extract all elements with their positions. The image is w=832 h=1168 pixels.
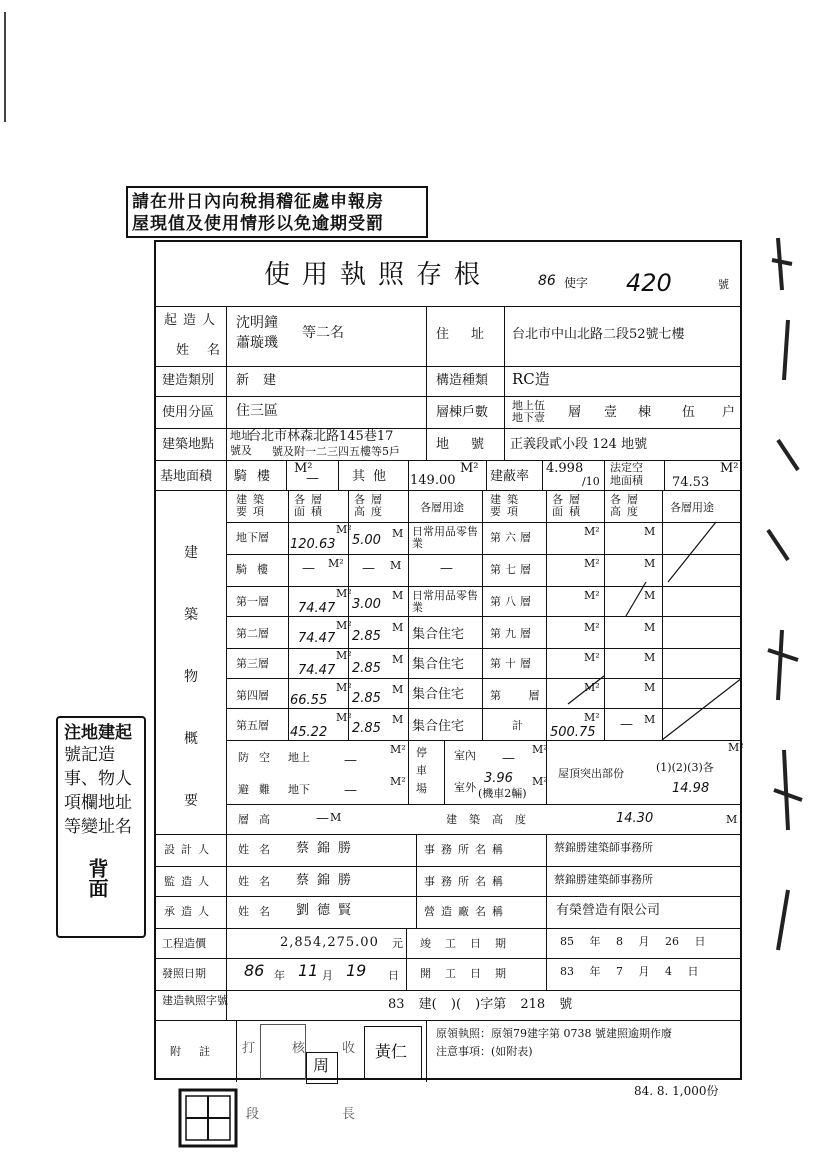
- arcade-unit: M²: [294, 461, 313, 476]
- supervisor-role: 監造人: [164, 875, 215, 888]
- location-line-2: 號及附一二三四五樓等5戶: [272, 445, 400, 458]
- units-count: 伍: [682, 405, 696, 420]
- area-unit: M²: [336, 619, 352, 632]
- header-height-left: 各層高度: [354, 493, 388, 518]
- height-unit: M: [644, 589, 656, 602]
- side-notice-footer: 背面: [85, 858, 109, 898]
- cert-suffix: 號: [718, 278, 729, 291]
- floor-height: 2.85: [352, 629, 381, 644]
- floor-height: 5.00: [352, 533, 381, 548]
- cert-type: 使字: [564, 276, 589, 290]
- coverage-value: 4.998: [546, 461, 584, 476]
- area-unit: M²: [584, 589, 600, 602]
- contractor-name-label: 姓名: [238, 905, 280, 918]
- issue-date-label: 發照日期: [162, 967, 206, 980]
- header-height-right: 各層高度: [610, 493, 644, 518]
- floor-area: 74.47: [298, 601, 336, 616]
- floor-area: 74.47: [298, 631, 336, 646]
- floor-name: 第五層: [236, 719, 269, 732]
- floor-name: 第二層: [236, 627, 269, 640]
- applicant-name-1: 沈明鐘: [236, 315, 278, 331]
- area-unit: M²: [584, 681, 600, 694]
- completion-label: 竣工日期: [420, 937, 520, 950]
- roof-unit: M²: [728, 741, 744, 754]
- designer-role: 設計人: [164, 843, 215, 856]
- parking-label: 停車場: [416, 746, 427, 795]
- parking-outdoor-value: 3.96: [484, 771, 513, 786]
- location-tag-1: 地址: [230, 429, 252, 442]
- height-unit: M: [392, 653, 404, 666]
- floor-name: 第八層: [490, 595, 535, 608]
- floor-height-label: 層高: [238, 813, 280, 826]
- stamp-label-print: 打: [242, 1041, 256, 1056]
- other-label: 其他: [352, 469, 395, 484]
- location-tag-2: 號及: [230, 444, 252, 457]
- shelter-below-value: —: [344, 783, 357, 798]
- issue-month: 11: [298, 961, 319, 980]
- arcade-value: —: [306, 471, 319, 486]
- designer-office-label: 事務所名稱: [424, 843, 509, 856]
- height-unit: M: [392, 713, 404, 726]
- floor-name: 第一層: [236, 595, 269, 608]
- arcade-label: 騎樓: [234, 469, 281, 484]
- stamp-name-2: 黃仁: [375, 1042, 408, 1061]
- permit-label: 建造執照字號: [162, 994, 228, 1007]
- notes-original: 原領執照：原領79建字第 0738 號建照逾期作廢: [436, 1027, 672, 1040]
- supervisor-office: 蔡錦勝建築師事務所: [554, 873, 653, 886]
- parking-indoor-value: —: [502, 751, 515, 766]
- buildings-unit: 棟: [638, 405, 652, 420]
- notice-line-1: 請在卅日內向稅捐稽征處申報房: [132, 192, 384, 212]
- header-item-right: 建築要項: [490, 493, 524, 518]
- applicant-name-2: 蕭璇璣: [236, 335, 278, 351]
- area-unit: M²: [336, 523, 352, 536]
- start-date: 83 年 7 月 4 日: [560, 965, 699, 978]
- floor-height-value: —: [316, 811, 329, 826]
- stamp-label-stage: 段: [246, 1107, 260, 1122]
- notice-stamp: [126, 186, 428, 238]
- header-area-left: 各層面積: [294, 493, 328, 518]
- floor-area: 120.63: [290, 537, 336, 552]
- buildings-count: 壹: [604, 405, 618, 420]
- height-unit: M: [392, 683, 404, 696]
- side-notice-line-1: 注地建起: [64, 723, 132, 743]
- height-unit: M: [390, 559, 402, 572]
- shelter-below-unit: M²: [390, 775, 406, 788]
- building-height-label: 建築高度: [446, 813, 538, 826]
- shelter-above-value: —: [344, 753, 357, 768]
- header-item-left: 建築要項: [236, 493, 270, 518]
- edge-bleed-marks: [748, 230, 832, 1010]
- designer-name-label: 姓名: [238, 843, 280, 856]
- cost-value: 2,854,275.00: [280, 935, 379, 950]
- issue-day: 19: [346, 961, 367, 980]
- left-edge-mark: [4, 12, 6, 122]
- total-height: —: [620, 717, 633, 732]
- applicant-label: 起造人: [164, 313, 222, 328]
- supervisor-name-label: 姓名: [238, 875, 280, 888]
- address-label: 住址: [436, 327, 507, 342]
- cost-label: 工程造價: [162, 937, 206, 950]
- area-unit: M²: [336, 587, 352, 600]
- floor-use: 集合住宅: [412, 687, 465, 702]
- print-info: 84. 8. 1,000份: [634, 1084, 719, 1098]
- cert-year: 86: [538, 273, 556, 289]
- area-unit: M²: [584, 711, 600, 724]
- contractor-office: 有榮營造有限公司: [556, 903, 661, 918]
- applicant-name-label: 姓名: [176, 343, 239, 358]
- issue-month-unit: 月: [322, 969, 333, 982]
- stamp-label-chief: 長: [342, 1107, 356, 1122]
- side-notice-line-4: 項欄地址: [64, 793, 132, 813]
- roof-value: 14.98: [672, 781, 710, 796]
- contractor-role: 承造人: [164, 905, 215, 918]
- floor-area: —: [302, 561, 315, 576]
- floor-area: 74.47: [298, 663, 336, 678]
- lot-value: 正義段貳小段 124 地號: [510, 437, 648, 452]
- area-unit: M²: [584, 651, 600, 664]
- floor-name: 第三層: [236, 657, 269, 670]
- floor-name: 第 層: [490, 689, 552, 702]
- location-label: 建築地點: [162, 437, 215, 452]
- designer-name: 蔡錦勝: [296, 841, 360, 856]
- permit-stub-table: [154, 240, 742, 1080]
- cert-number: 420: [626, 269, 672, 297]
- floor-height: 3.00: [352, 597, 381, 612]
- height-unit: M: [392, 621, 404, 634]
- issue-year: 86: [244, 961, 265, 980]
- roof-note: (1)(2)(3)各: [656, 761, 714, 774]
- floor-height: 2.85: [352, 691, 381, 706]
- header-use-right: 各層用途: [670, 501, 714, 514]
- structure-label: 構造種類: [436, 373, 489, 388]
- area-unit: M²: [584, 621, 600, 634]
- shelter-label-1: 防空: [238, 751, 280, 764]
- floor-name: 第六層: [490, 531, 535, 544]
- coverage-divisor: /10: [582, 475, 600, 488]
- floor-height: 2.85: [352, 721, 381, 736]
- floor-area: 45.22: [290, 725, 328, 740]
- issue-day-unit: 日: [388, 969, 399, 982]
- lot-label: 地號: [436, 437, 507, 452]
- supervisor-name: 蔡錦勝: [296, 873, 360, 888]
- supervisor-office-label: 事務所名稱: [424, 875, 509, 888]
- units-unit: 户: [722, 405, 736, 420]
- building-height-value: 14.30: [616, 811, 654, 826]
- floor-name: 第七層: [490, 563, 535, 576]
- height-unit: M: [392, 589, 404, 602]
- roof-label: 屋頂突出部份: [558, 767, 624, 780]
- parking-outdoor-note: (機車2輛): [478, 787, 527, 800]
- floor-use: 集合住宅: [412, 627, 465, 642]
- notes-label: 附註: [170, 1045, 228, 1058]
- side-notice-line-3: 事、物人: [64, 769, 132, 789]
- parking-indoor-label: 室內: [454, 749, 476, 762]
- header-use-left: 各層用途: [420, 501, 464, 514]
- applicant-address: 台北市中山北路二段52號七樓: [512, 327, 685, 342]
- site-area-label: 基地面積: [160, 469, 213, 484]
- parking-outdoor-unit: M²: [532, 775, 548, 788]
- parking-outdoor-label: 室外: [454, 781, 476, 794]
- floor-use: 日常用品零售業: [412, 589, 478, 614]
- legal-open-label-1: 法定空: [610, 461, 643, 474]
- other-value: 149.00: [410, 473, 456, 488]
- applicant-suffix: 等二名: [302, 325, 344, 341]
- area-unit: M²: [584, 525, 600, 538]
- floor-height: —: [362, 561, 375, 576]
- floors-unit: 層: [568, 405, 582, 420]
- floor-use: 集合住宅: [412, 657, 465, 672]
- stamp-label-approve: 核: [292, 1041, 306, 1056]
- floors-below: 地下壹: [512, 411, 545, 424]
- start-label: 開工日期: [420, 967, 520, 980]
- category-label: 建造類別: [162, 373, 215, 388]
- height-unit: M: [644, 713, 656, 726]
- cost-unit: 元: [392, 937, 403, 950]
- stamp-name-1: 周: [313, 1056, 330, 1075]
- zone-label: 使用分區: [162, 405, 215, 420]
- notes-notice: 注意事項：(如附表): [436, 1045, 533, 1058]
- location-line-1: 台北市林森北路145巷17: [248, 429, 394, 444]
- floor-name: 第十層: [490, 657, 535, 670]
- issue-year-unit: 年: [274, 969, 285, 982]
- side-notice-line-5: 等變址名: [64, 817, 132, 837]
- floors-count-label: 層棟戶數: [436, 405, 489, 420]
- header-area-right: 各層面積: [552, 493, 586, 518]
- floor-height-unit: M: [330, 811, 342, 824]
- floor-name: 地下層: [236, 531, 269, 544]
- category-value: 新建: [236, 373, 291, 388]
- height-unit: M: [644, 557, 656, 570]
- side-notice-line-2: 號記造: [64, 745, 115, 765]
- total-area: 500.75: [550, 725, 596, 740]
- shelter-above-label: 地上: [288, 751, 310, 764]
- area-unit: M²: [336, 649, 352, 662]
- stamp-name-box-1: [306, 1052, 338, 1084]
- coverage-label: 建蔽率: [490, 469, 530, 484]
- legal-open-value: 74.53: [672, 475, 710, 490]
- shelter-below-label: 地下: [288, 783, 310, 796]
- page-title: 使用執照存根: [264, 260, 493, 290]
- height-unit: M: [644, 651, 656, 664]
- side-notice-stamp: [56, 716, 146, 938]
- contractor-name: 劉德賢: [296, 903, 360, 918]
- zone-value: 住三區: [236, 403, 278, 419]
- floor-use: 日常用品零售業: [412, 525, 478, 550]
- floors-above: 地上伍: [512, 399, 545, 412]
- building-height-unit: M: [726, 813, 738, 826]
- building-summary-label: 建築物概要: [184, 545, 198, 809]
- floor-height: 2.85: [352, 661, 381, 676]
- area-unit: M²: [328, 557, 344, 570]
- notice-line-2: 屋現值及使用情形以免逾期受罰: [132, 214, 384, 234]
- floor-use: —: [440, 561, 453, 576]
- height-unit: M: [644, 525, 656, 538]
- floor-name: 騎樓: [236, 563, 278, 576]
- completion-date: 85 年 8 月 26 日: [560, 935, 706, 948]
- floor-name: 第四層: [236, 689, 269, 702]
- structure-value: RC造: [512, 370, 550, 388]
- contractor-office-label: 營造廠名稱: [424, 905, 509, 918]
- other-unit: M²: [460, 461, 479, 476]
- height-unit: M: [644, 681, 656, 694]
- permit-value: 83 建( )( )字第 218 號: [388, 997, 573, 1012]
- floor-name: 第九層: [490, 627, 535, 640]
- height-unit: M: [392, 527, 404, 540]
- area-unit: M²: [336, 711, 352, 724]
- parking-indoor-unit: M²: [532, 743, 548, 756]
- strike-lines: [156, 242, 742, 1082]
- shelter-label-2: 避難: [238, 783, 280, 796]
- stamp-label-check: 收: [342, 1041, 356, 1056]
- legal-open-label-2: 地面積: [610, 474, 643, 487]
- height-unit: M: [644, 621, 656, 634]
- area-unit: M²: [584, 557, 600, 570]
- designer-office: 蔡錦勝建築師事務所: [554, 841, 653, 854]
- area-unit: M²: [336, 681, 352, 694]
- floor-area: 66.55: [290, 693, 328, 708]
- legal-open-unit: M²: [720, 461, 739, 476]
- shelter-above-unit: M²: [390, 743, 406, 756]
- official-seal: [178, 1088, 238, 1148]
- stamp-name-box-2: [364, 1026, 422, 1080]
- total-label: 計: [512, 719, 523, 732]
- floor-use: 集合住宅: [412, 719, 465, 734]
